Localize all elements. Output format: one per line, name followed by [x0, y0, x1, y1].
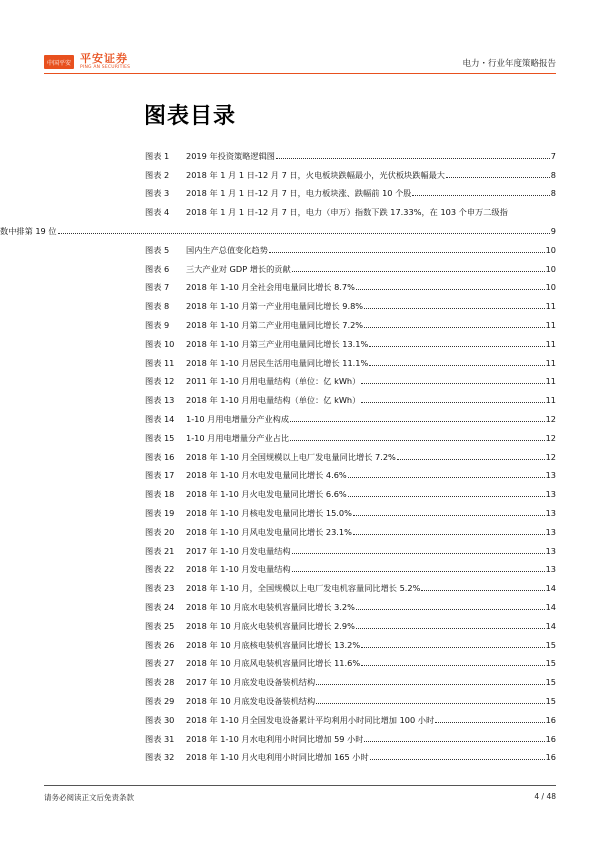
toc-entry[interactable] — [145, 293, 556, 312]
report-type: 电力・行业年度策略报告 — [462, 59, 556, 69]
toc-entry-page: 14 — [545, 601, 556, 612]
toc-entry-title: 2018 年 1-10 月居民生活用电量同比增长 11.1% — [186, 357, 369, 368]
toc-entry[interactable] — [145, 594, 556, 613]
toc-entry[interactable] — [145, 350, 556, 369]
toc-entry-page: 16 — [545, 714, 556, 725]
toc-entry-page: 15 — [545, 658, 556, 669]
toc-entry-page: 10 — [545, 282, 556, 293]
toc-entry-label: 图表 15 — [145, 432, 175, 443]
toc-entry-label: 图表 27 — [145, 658, 175, 669]
toc-entry-page: 13 — [545, 507, 556, 518]
toc-entry-title: 三大产业对 GDP 增长的贡献 — [186, 263, 291, 274]
toc-dot-leader — [316, 703, 544, 704]
toc-entry-title: 2018 年 1-10 月火电发电量同比增长 6.6% — [186, 489, 347, 500]
toc-entry-page: 12 — [545, 413, 556, 424]
toc-entry-page: 13 — [545, 526, 556, 537]
toc-entry-label: 图表 14 — [145, 413, 175, 424]
toc-dot-leader — [58, 233, 550, 234]
toc-dot-leader — [276, 158, 550, 159]
toc-entry-label: 图表 11 — [145, 357, 175, 368]
toc-entry-page: 11 — [545, 301, 556, 312]
toc-entry-label: 图表 19 — [145, 507, 175, 518]
toc-entry-page: 16 — [545, 733, 556, 744]
toc-entry-title: 1-10 月用电增量分产业占比 — [186, 432, 290, 443]
toc-dot-leader — [369, 365, 544, 366]
toc-dot-leader — [435, 722, 544, 723]
toc-entry[interactable] — [145, 500, 556, 519]
toc-entry-page: 13 — [545, 564, 556, 575]
toc-entry[interactable] — [145, 387, 556, 406]
toc-entry-title: 2018 年 1-10 月全社会用电量同比增长 8.7% — [186, 282, 355, 293]
toc-entry-title: 2018 年 1 月 1 日-12 月 7 日，火电板块跌幅最小，光伏板块跌幅最大 — [186, 169, 445, 180]
toc-dot-leader — [356, 289, 545, 290]
toc-entry-label: 图表 8 — [145, 301, 170, 312]
toc-entry-title: 国内生产总值变化趋势 — [186, 244, 268, 255]
table-of-figures — [0, 143, 556, 763]
toc-entry-label: 图表 24 — [145, 601, 175, 612]
toc-entry-page: 10 — [545, 263, 556, 274]
toc-entry-page: 15 — [545, 639, 556, 650]
toc-entry-title: 2018 年 10 月底火电装机容量同比增长 2.9% — [186, 620, 355, 631]
toc-entry[interactable] — [145, 162, 556, 181]
toc-entry[interactable] — [145, 181, 556, 200]
page-title: 图表目录 — [144, 104, 237, 129]
page-number: 4 / 48 — [534, 792, 556, 801]
toc-entry-title: 2018 年 1-10 月第二产业用电量同比增长 7.2% — [186, 319, 364, 330]
toc-entry-title: 2017 年 1-10 月发电量结构 — [186, 545, 291, 556]
toc-dot-leader — [364, 308, 545, 309]
toc-dot-leader — [290, 440, 545, 441]
toc-entry-title: 1-10 月用电增量分产业构成 — [186, 413, 290, 424]
toc-entry-label: 图表 4 — [145, 207, 170, 218]
toc-dot-leader — [353, 515, 545, 516]
toc-entry-title: 2018 年 1-10 月第一产业用电量同比增长 9.8% — [186, 301, 364, 312]
toc-dot-leader — [356, 609, 545, 610]
toc-entry[interactable] — [145, 312, 556, 331]
toc-dot-leader — [292, 553, 545, 554]
toc-entry-label: 图表 12 — [145, 376, 175, 387]
toc-entry[interactable] — [145, 519, 556, 538]
toc-entry-title: 2018 年 1 月 1 日-12 月 7 日，电力（申万）指数下跌 17.33%，在 103 个申万二级指 — [186, 207, 508, 218]
toc-entry[interactable] — [145, 275, 556, 294]
toc-entry-label: 图表 6 — [145, 263, 170, 274]
toc-entry-page: 7 — [550, 150, 556, 161]
toc-dot-leader — [397, 459, 545, 460]
toc-entry-label: 图表 28 — [145, 677, 175, 688]
toc-dot-leader — [361, 665, 544, 666]
toc-entry-page: 13 — [545, 470, 556, 481]
toc-dot-leader — [361, 383, 544, 384]
toc-entry-label: 图表 18 — [145, 489, 175, 500]
toc-entry-label: 图表 32 — [145, 752, 175, 763]
toc-entry-label: 图表 31 — [145, 733, 175, 744]
toc-entry[interactable] — [145, 745, 556, 764]
toc-entry-title: 2018 年 10 月底风电装机容量同比增长 11.6% — [186, 658, 361, 669]
disclaimer-text: 请务必阅读正文后免责条款 — [44, 793, 134, 802]
toc-entry[interactable] — [145, 481, 556, 500]
toc-entry[interactable] — [145, 444, 556, 463]
toc-entry-label: 图表 29 — [145, 695, 175, 706]
toc-entry-title: 2018 年 1-10 月核电发电量同比增长 15.0% — [186, 507, 352, 518]
toc-dot-leader — [348, 496, 545, 497]
toc-entry-label: 图表 22 — [145, 564, 175, 575]
toc-entry[interactable] — [145, 406, 556, 425]
toc-dot-leader — [364, 327, 545, 328]
toc-entry[interactable] — [145, 632, 556, 651]
toc-dot-leader — [290, 421, 545, 422]
toc-entry-title: 2018 年 10 月底发电设备装机结构 — [186, 695, 316, 706]
toc-entry-page: 11 — [545, 319, 556, 330]
toc-entry-label: 图表 26 — [145, 639, 175, 650]
toc-entry-page: 8 — [550, 188, 556, 199]
toc-entry-title: 2018 年 1-10 月水电发电量同比增长 4.6% — [186, 470, 347, 481]
toc-entry-title: 2018 年 1-10 月全国发电设备累计平均利用小时同比增加 100 小时 — [186, 714, 435, 725]
toc-entry[interactable] — [145, 199, 556, 218]
toc-entry-label: 图表 16 — [145, 451, 175, 462]
toc-dot-leader — [269, 252, 545, 253]
toc-entry-label: 图表 9 — [145, 319, 170, 330]
toc-entry[interactable] — [145, 651, 556, 670]
pingan-securities-logo — [44, 51, 130, 73]
logo-english-name: PING AN SECURITIES — [80, 65, 131, 71]
toc-entry-label: 图表 1 — [145, 150, 170, 161]
toc-entry-page: 14 — [545, 620, 556, 631]
toc-entry-label: 图表 21 — [145, 545, 175, 556]
toc-entry-label: 图表 7 — [145, 282, 170, 293]
toc-entry-title: 2018 年 1-10 月第三产业用电量同比增长 13.1% — [186, 338, 369, 349]
toc-entry-page: 11 — [545, 395, 556, 406]
toc-entry-label: 图表 23 — [145, 583, 175, 594]
toc-entry[interactable] — [145, 369, 556, 388]
toc-dot-leader — [421, 590, 544, 591]
toc-entry-page: 11 — [545, 376, 556, 387]
toc-entry[interactable] — [145, 331, 556, 350]
toc-entry-title: 2018 年 1-10 月，全国规模以上电厂发电机容量同比增长 5.2% — [186, 583, 421, 594]
toc-entry-continuation[interactable] — [0, 218, 556, 237]
toc-entry-title: 2018 年 1-10 月用电量结构（单位：亿 kWh） — [186, 395, 361, 406]
toc-dot-leader — [353, 534, 545, 535]
toc-dot-leader — [364, 741, 544, 742]
toc-dot-leader — [292, 271, 545, 272]
toc-entry[interactable] — [145, 143, 556, 162]
toc-entry-label: 图表 5 — [145, 244, 170, 255]
toc-entry[interactable] — [145, 237, 556, 256]
pingan-logo-mark: 中国平安 — [44, 55, 74, 69]
toc-entry-label: 图表 20 — [145, 526, 175, 537]
toc-entry[interactable] — [145, 688, 556, 707]
header-divider — [44, 73, 556, 74]
toc-entry-page: 12 — [545, 451, 556, 462]
toc-entry-page: 14 — [545, 583, 556, 594]
toc-entry-title: 2018 年 1 月 1 日-12 月 7 日，电力板块涨、跌幅前 10 个股 — [186, 188, 412, 199]
toc-entry[interactable] — [145, 613, 556, 632]
toc-entry[interactable] — [145, 463, 556, 482]
toc-entry[interactable] — [145, 557, 556, 576]
toc-dot-leader — [316, 684, 544, 685]
toc-entry[interactable] — [145, 256, 556, 275]
toc-entry[interactable] — [145, 707, 556, 726]
toc-entry-title: 2018 年 10 月底水电装机容量同比增长 3.2% — [186, 601, 355, 612]
toc-entry-page: 11 — [545, 338, 556, 349]
toc-entry-title: 2018 年 1-10 月风电发电量同比增长 23.1% — [186, 526, 352, 537]
toc-dot-leader — [361, 647, 544, 648]
footer-divider — [44, 785, 556, 786]
toc-entry-title: 2018 年 1-10 月火电利用小时同比增加 165 小时 — [186, 752, 369, 763]
toc-entry-title: 2018 年 1-10 月全国规模以上电厂发电量同比增长 7.2% — [186, 451, 396, 462]
toc-dot-leader — [292, 571, 545, 572]
toc-entry-page: 9 — [550, 225, 556, 236]
toc-entry-label: 图表 17 — [145, 470, 175, 481]
toc-entry-page: 12 — [545, 432, 556, 443]
toc-entry-label: 图表 25 — [145, 620, 175, 631]
toc-entry-label: 图表 10 — [145, 338, 175, 349]
toc-entry-title: 2019 年投资策略逻辑图 — [186, 150, 275, 161]
toc-dot-leader — [369, 346, 544, 347]
toc-dot-leader — [361, 402, 544, 403]
toc-entry-title: 2011 年 1-10 月用电量结构（单位：亿 kWh） — [186, 376, 361, 387]
toc-entry-page: 15 — [545, 677, 556, 688]
toc-entry-page: 13 — [545, 489, 556, 500]
toc-entry-title: 2018 年 1-10 月水电利用小时同比增加 59 小时 — [186, 733, 364, 744]
logo-chinese-name: 平安证券 — [80, 52, 128, 66]
logo-wordmark — [80, 53, 130, 71]
toc-entry[interactable] — [145, 669, 556, 688]
toc-entry-label: 图表 13 — [145, 395, 175, 406]
toc-dot-leader — [370, 759, 545, 760]
toc-entry-page: 11 — [545, 357, 556, 368]
toc-entry-title: 2018 年 1-10 月发电量结构 — [186, 564, 291, 575]
toc-entry-label: 图表 2 — [145, 169, 170, 180]
toc-entry[interactable] — [145, 425, 556, 444]
toc-entry[interactable] — [145, 538, 556, 557]
toc-entry-page: 8 — [550, 169, 556, 180]
toc-dot-leader — [446, 177, 550, 178]
toc-entry[interactable] — [145, 726, 556, 745]
toc-entry-label: 图表 30 — [145, 714, 175, 725]
toc-entry-page: 16 — [545, 752, 556, 763]
toc-entry[interactable] — [145, 575, 556, 594]
toc-entry-title-continued: 数中排第 19 位 — [0, 225, 57, 236]
toc-dot-leader — [348, 477, 545, 478]
toc-entry-page: 13 — [545, 545, 556, 556]
toc-entry-title: 2018 年 10 月底核电装机容量同比增长 13.2% — [186, 639, 361, 650]
toc-entry-page: 10 — [545, 244, 556, 255]
toc-entry-page: 15 — [545, 695, 556, 706]
toc-dot-leader — [412, 195, 549, 196]
page-header — [44, 45, 556, 73]
toc-entry-label: 图表 3 — [145, 188, 170, 199]
toc-dot-leader — [356, 628, 545, 629]
toc-entry-title: 2017 年 10 月底发电设备装机结构 — [186, 677, 316, 688]
